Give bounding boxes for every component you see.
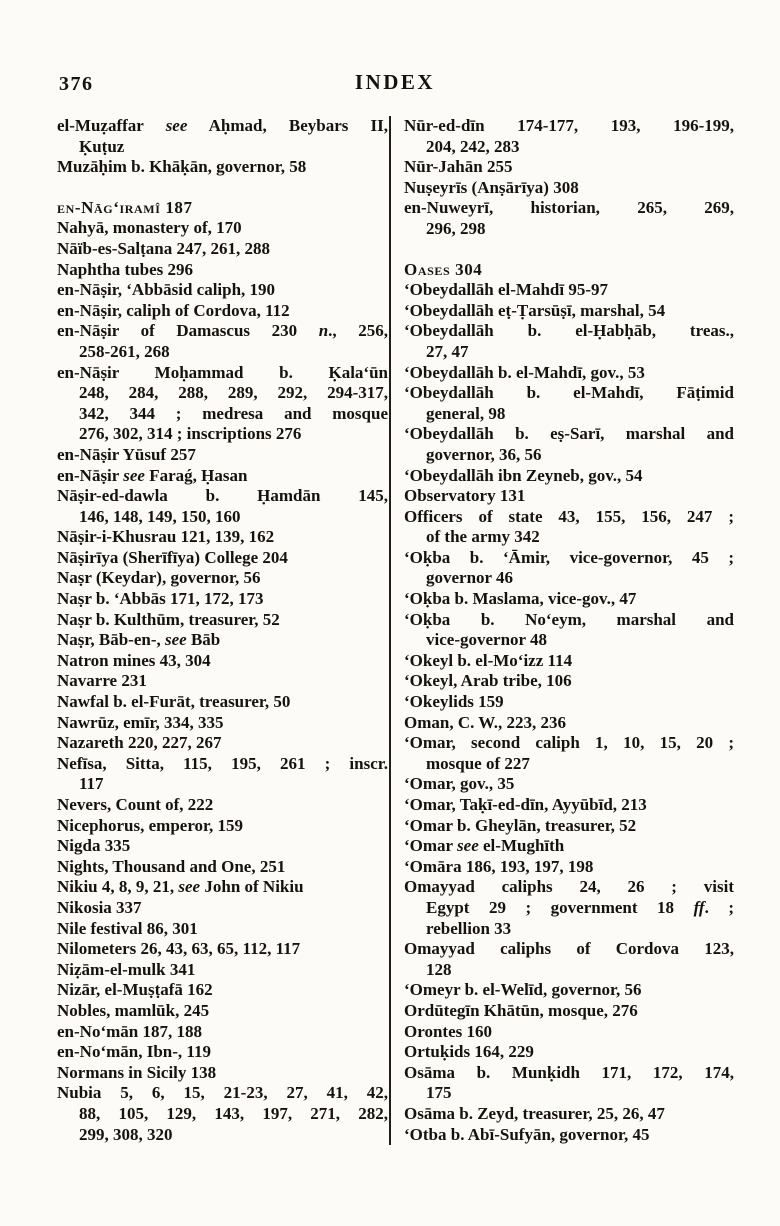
index-entry	[57, 239, 388, 260]
index-entry	[404, 857, 734, 878]
index-entry	[57, 980, 388, 1001]
index-entry	[404, 589, 734, 610]
entry-line: Nawfal b. el-Furāt, treasurer, 50	[57, 692, 291, 712]
entry-line: 296, 298	[426, 218, 486, 238]
entry-line: ʻOkeyl, Arab tribe, 106	[404, 671, 572, 691]
entry-line: Oases 304	[404, 259, 483, 279]
entry-line: Nāṣir-ed-dawla b. Ḥamdān 145,	[57, 486, 388, 506]
index-entry	[404, 1125, 734, 1146]
entry-line: Observatory 131	[404, 486, 526, 506]
index-entry	[57, 630, 388, 651]
index-entry	[404, 363, 734, 384]
entry-line: Ḳuṭuz	[79, 136, 125, 156]
index-entry	[404, 116, 734, 157]
index-entry	[404, 548, 734, 589]
index-entry	[404, 713, 734, 734]
entry-line: 276, 302, 314 ; inscriptions 276	[79, 424, 302, 444]
entry-line: Nizār, el-Muṣṭafā 162	[57, 980, 213, 1000]
entry-line: of the army 342	[426, 527, 540, 547]
entry-line: Nāïb-es-Salṭana 247, 261, 288	[57, 238, 270, 258]
entry-line: en-Nāṣir see Faraǵ, Ḥasan	[57, 465, 248, 485]
entry-line: 258-261, 268	[79, 341, 170, 361]
entry-line: en-Nāgʻiramî 187	[57, 197, 193, 217]
index-entry	[57, 795, 388, 816]
index-entry	[57, 919, 388, 940]
entry-line: Nevers, Count of, 222	[57, 795, 214, 814]
entry-line: governor 46	[426, 568, 514, 588]
index-entry	[57, 548, 388, 569]
entry-line: 27, 47	[426, 341, 469, 361]
entry-line: en-Nāṣir of Damascus 230 n., 256,	[57, 321, 388, 341]
index-entry	[404, 157, 734, 178]
index-entry	[57, 651, 388, 672]
index-entry	[404, 816, 734, 837]
entry-line: vice-governor 48	[426, 630, 548, 650]
entry-line: ʻOḳba b. ʻĀmir, vice-governor, 45 ;	[404, 547, 734, 567]
index-entry	[404, 466, 734, 487]
entry-line: ʻOmar see el-Mughīth	[404, 836, 565, 856]
index-entry	[57, 363, 388, 445]
index-entry	[57, 610, 388, 631]
index-entry	[57, 116, 388, 157]
entry-line: 175	[426, 1083, 452, 1103]
entry-line: Nilometers 26, 43, 63, 65, 112, 117	[57, 939, 301, 959]
entry-line: Nāṣirīya (Sherīfīya) College 204	[57, 547, 288, 567]
entry-line: general, 98	[426, 403, 506, 423]
index-entry	[57, 939, 388, 960]
entry-line: ʻOmar, Taḳī-ed-dīn, Ayyūbīd, 213	[404, 795, 647, 814]
index-column-left	[57, 116, 388, 1145]
entry-line: en-Nāṣir Moḥammad b. Ḳalaʻūn	[57, 362, 388, 382]
entry-line: 88, 105, 129, 143, 197, 271, 282,	[79, 1103, 388, 1123]
entry-line: 128	[426, 959, 452, 979]
index-entry	[404, 1104, 734, 1125]
entry-line: Officers of state 43, 155, 156, 247 ;	[404, 506, 734, 526]
entry-line: 299, 308, 320	[79, 1124, 173, 1144]
entry-line: Naṣr b. ʻAbbās 171, 172, 173	[57, 589, 264, 609]
entry-line: Nikosia 337	[57, 897, 142, 917]
index-entry	[404, 301, 734, 322]
entry-line: Omayyad caliphs 24, 26 ; visit	[404, 877, 734, 897]
entry-line: Omayyad caliphs of Cordova 123,	[404, 939, 734, 959]
column-divider-rule	[389, 116, 391, 1145]
index-entry	[404, 651, 734, 672]
index-entry	[57, 301, 388, 322]
index-entry	[404, 692, 734, 713]
index-entry	[57, 445, 388, 466]
entry-line: 248, 284, 288, 289, 292, 294-317,	[79, 383, 388, 403]
index-entry	[57, 1042, 388, 1063]
entry-line: ʻOmar, gov., 35	[404, 774, 515, 794]
page-number: 376	[59, 73, 94, 95]
entry-line: Nicephorus, emperor, 159	[57, 815, 244, 835]
entry-line: Naṣr (Keydar), governor, 56	[57, 568, 261, 588]
entry-line: ʻObeydallāh b. el-Mahdī, Fāṭimid	[404, 383, 734, 403]
entry-line: ʻObeydallāh el-Mahdī 95-97	[404, 280, 609, 300]
entry-line: Natron mines 43, 304	[57, 650, 211, 670]
index-entry	[57, 527, 388, 548]
index-entry	[57, 218, 388, 239]
index-entry	[404, 1042, 734, 1063]
index-entry	[404, 939, 734, 980]
index-entry	[57, 877, 388, 898]
entry-line: Nikiu 4, 8, 9, 21, see John of Nikiu	[57, 877, 304, 897]
entry-line: Niẓām-el-mulk 341	[57, 959, 196, 979]
entry-line: ʻOtba b. Abī-Sufyān, governor, 45	[404, 1124, 650, 1144]
entry-line: Nūr-ed-dīn 174-177, 193, 196-199,	[404, 116, 734, 135]
entry-line: ʻOmar b. Gheylān, treasurer, 52	[404, 815, 637, 835]
index-entry	[404, 980, 734, 1001]
entry-line: Osāma b. Munḳidh 171, 172, 174,	[404, 1062, 734, 1082]
index-entry	[404, 1063, 734, 1104]
index-entry	[57, 1022, 388, 1043]
entry-line: Nile festival 86, 301	[57, 918, 198, 938]
entry-line: ʻOmar, second caliph 1, 10, 15, 20 ;	[404, 733, 734, 753]
index-entry	[57, 589, 388, 610]
entry-line: en-Noʻmān, Ibn-, 119	[57, 1042, 211, 1062]
index-entry	[57, 321, 388, 362]
entry-line: ʻObeydallāh ibn Zeyneb, gov., 54	[404, 465, 643, 485]
entry-line: Navarre 231	[57, 671, 147, 691]
index-entry	[57, 260, 388, 281]
entry-line: Ordūtegīn Khātūn, mosque, 276	[404, 1000, 638, 1020]
index-entry	[57, 671, 388, 692]
index-entry	[404, 260, 734, 281]
index-entry	[57, 1001, 388, 1022]
index-entry	[57, 280, 388, 301]
index-entry	[404, 424, 734, 465]
entry-line: Nawrūz, emīr, 334, 335	[57, 712, 224, 732]
entry-line: ʻOmeyr b. el-Welīd, governor, 56	[404, 980, 642, 1000]
entry-line: Nubia 5, 6, 15, 21-23, 27, 41, 42,	[57, 1083, 388, 1103]
entry-line: mosque of 227	[426, 753, 530, 773]
index-entry	[57, 733, 388, 754]
entry-line: ʻOkeyl b. el-Moʻizz 114	[404, 650, 573, 670]
entry-line: en-Nāṣir, caliph of Cordova, 112	[57, 300, 290, 320]
entry-line: Oman, C. W., 223, 236	[404, 712, 566, 732]
index-entry	[404, 178, 734, 199]
entry-line: Orontes 160	[404, 1021, 492, 1041]
entry-line: 204, 242, 283	[426, 136, 520, 156]
index-entry	[57, 816, 388, 837]
index-entry	[57, 898, 388, 919]
index-entry	[404, 486, 734, 507]
index-entry	[57, 692, 388, 713]
index-entry	[57, 1083, 388, 1145]
entry-line: en-Nāṣir, ʻAbbāsid caliph, 190	[57, 280, 276, 300]
entry-line: ʻOḳba b. Maslama, vice-gov., 47	[404, 589, 637, 609]
entry-line: 117	[79, 774, 104, 794]
entry-line: Nigda 335	[57, 836, 131, 856]
index-entry	[404, 1022, 734, 1043]
entry-line: ʻObeydallāh b. el-Ḥabḥāb, treas.,	[404, 321, 734, 341]
entry-line: Egypt 29 ; government 18 ff. ;	[426, 897, 735, 917]
entry-line: Naphtha tubes 296	[57, 259, 194, 279]
index-entry	[57, 713, 388, 734]
entry-line: en-Nuweyrī, historian, 265, 269,	[404, 198, 734, 218]
index-entry	[404, 610, 734, 651]
entry-line: rebellion 33	[426, 918, 512, 938]
entry-line: Nuṣeyrīs (Anṣārīya) 308	[404, 177, 579, 197]
entry-line: governor, 36, 56	[426, 444, 542, 464]
index-entry	[57, 198, 388, 219]
entry-line: Nūr-Jahān 255	[404, 157, 513, 177]
page-header	[57, 70, 733, 100]
index-entry	[404, 507, 734, 548]
index-entry	[57, 754, 388, 795]
entry-line: Nazareth 220, 227, 267	[57, 733, 222, 753]
index-columns	[57, 116, 735, 1145]
entry-line: Osāma b. Zeyd, treasurer, 25, 26, 47	[404, 1103, 665, 1123]
entry-line: ʻObeydallāh b. eṣ-Sarī, marshal and	[404, 424, 734, 444]
entry-line: Normans in Sicily 138	[57, 1062, 217, 1082]
index-entry	[57, 1063, 388, 1084]
index-entry	[404, 774, 734, 795]
entry-line: ʻObeydallāh eṭ-Ṭarsūṣī, marshal, 54	[404, 300, 666, 320]
entry-line: 146, 148, 149, 150, 160	[79, 506, 241, 526]
index-entry	[57, 486, 388, 527]
entry-line: ʻOkeylids 159	[404, 692, 504, 712]
entry-line: Nāṣir-i-Khusrau 121, 139, 162	[57, 527, 275, 547]
entry-line: Ortuḳids 164, 229	[404, 1042, 534, 1062]
entry-line: el-Muẓaffar see Aḥmad, Beybars II,	[57, 116, 388, 135]
index-entry	[404, 877, 734, 939]
entry-line: Nahyā, monastery of, 170	[57, 218, 242, 238]
index-entry	[404, 733, 734, 774]
entry-line: en-Nāṣir Yūsuf 257	[57, 444, 196, 464]
index-entry	[404, 671, 734, 692]
entry-line: ʻObeydallāh b. el-Mahdī, gov., 53	[404, 362, 645, 382]
index-entry	[57, 857, 388, 878]
index-entry	[404, 383, 734, 424]
index-entry	[57, 836, 388, 857]
index-entry	[404, 198, 734, 239]
page-title: INDEX	[354, 70, 436, 94]
index-entry	[57, 157, 388, 178]
entry-line: ʻOḳba b. Noʻeym, marshal and	[404, 609, 734, 629]
entry-line: Naṣr, Bāb-en-, see Bāb	[57, 630, 221, 650]
index-entry	[57, 568, 388, 589]
entry-line: 342, 344 ; medresa and mosque	[79, 403, 388, 423]
index-entry	[404, 1001, 734, 1022]
entry-line: Muzāḥim b. Khāḳān, governor, 58	[57, 157, 307, 177]
index-entry	[404, 321, 734, 362]
index-entry	[404, 836, 734, 857]
index-entry	[404, 795, 734, 816]
entry-line: ʻOmāra 186, 193, 197, 198	[404, 856, 594, 876]
index-entry	[57, 960, 388, 981]
entry-line: Naṣr b. Kulthūm, treasurer, 52	[57, 609, 280, 629]
index-entry	[57, 466, 388, 487]
index-entry	[404, 280, 734, 301]
index-column-right	[404, 116, 734, 1145]
entry-line: Nobles, mamlūk, 245	[57, 1000, 210, 1020]
entry-line: en-Noʻmān 187, 188	[57, 1021, 202, 1041]
entry-line: Nefīsa, Sitta, 115, 195, 261 ; inscr.	[57, 753, 388, 773]
entry-line: Nights, Thousand and One, 251	[57, 856, 286, 876]
